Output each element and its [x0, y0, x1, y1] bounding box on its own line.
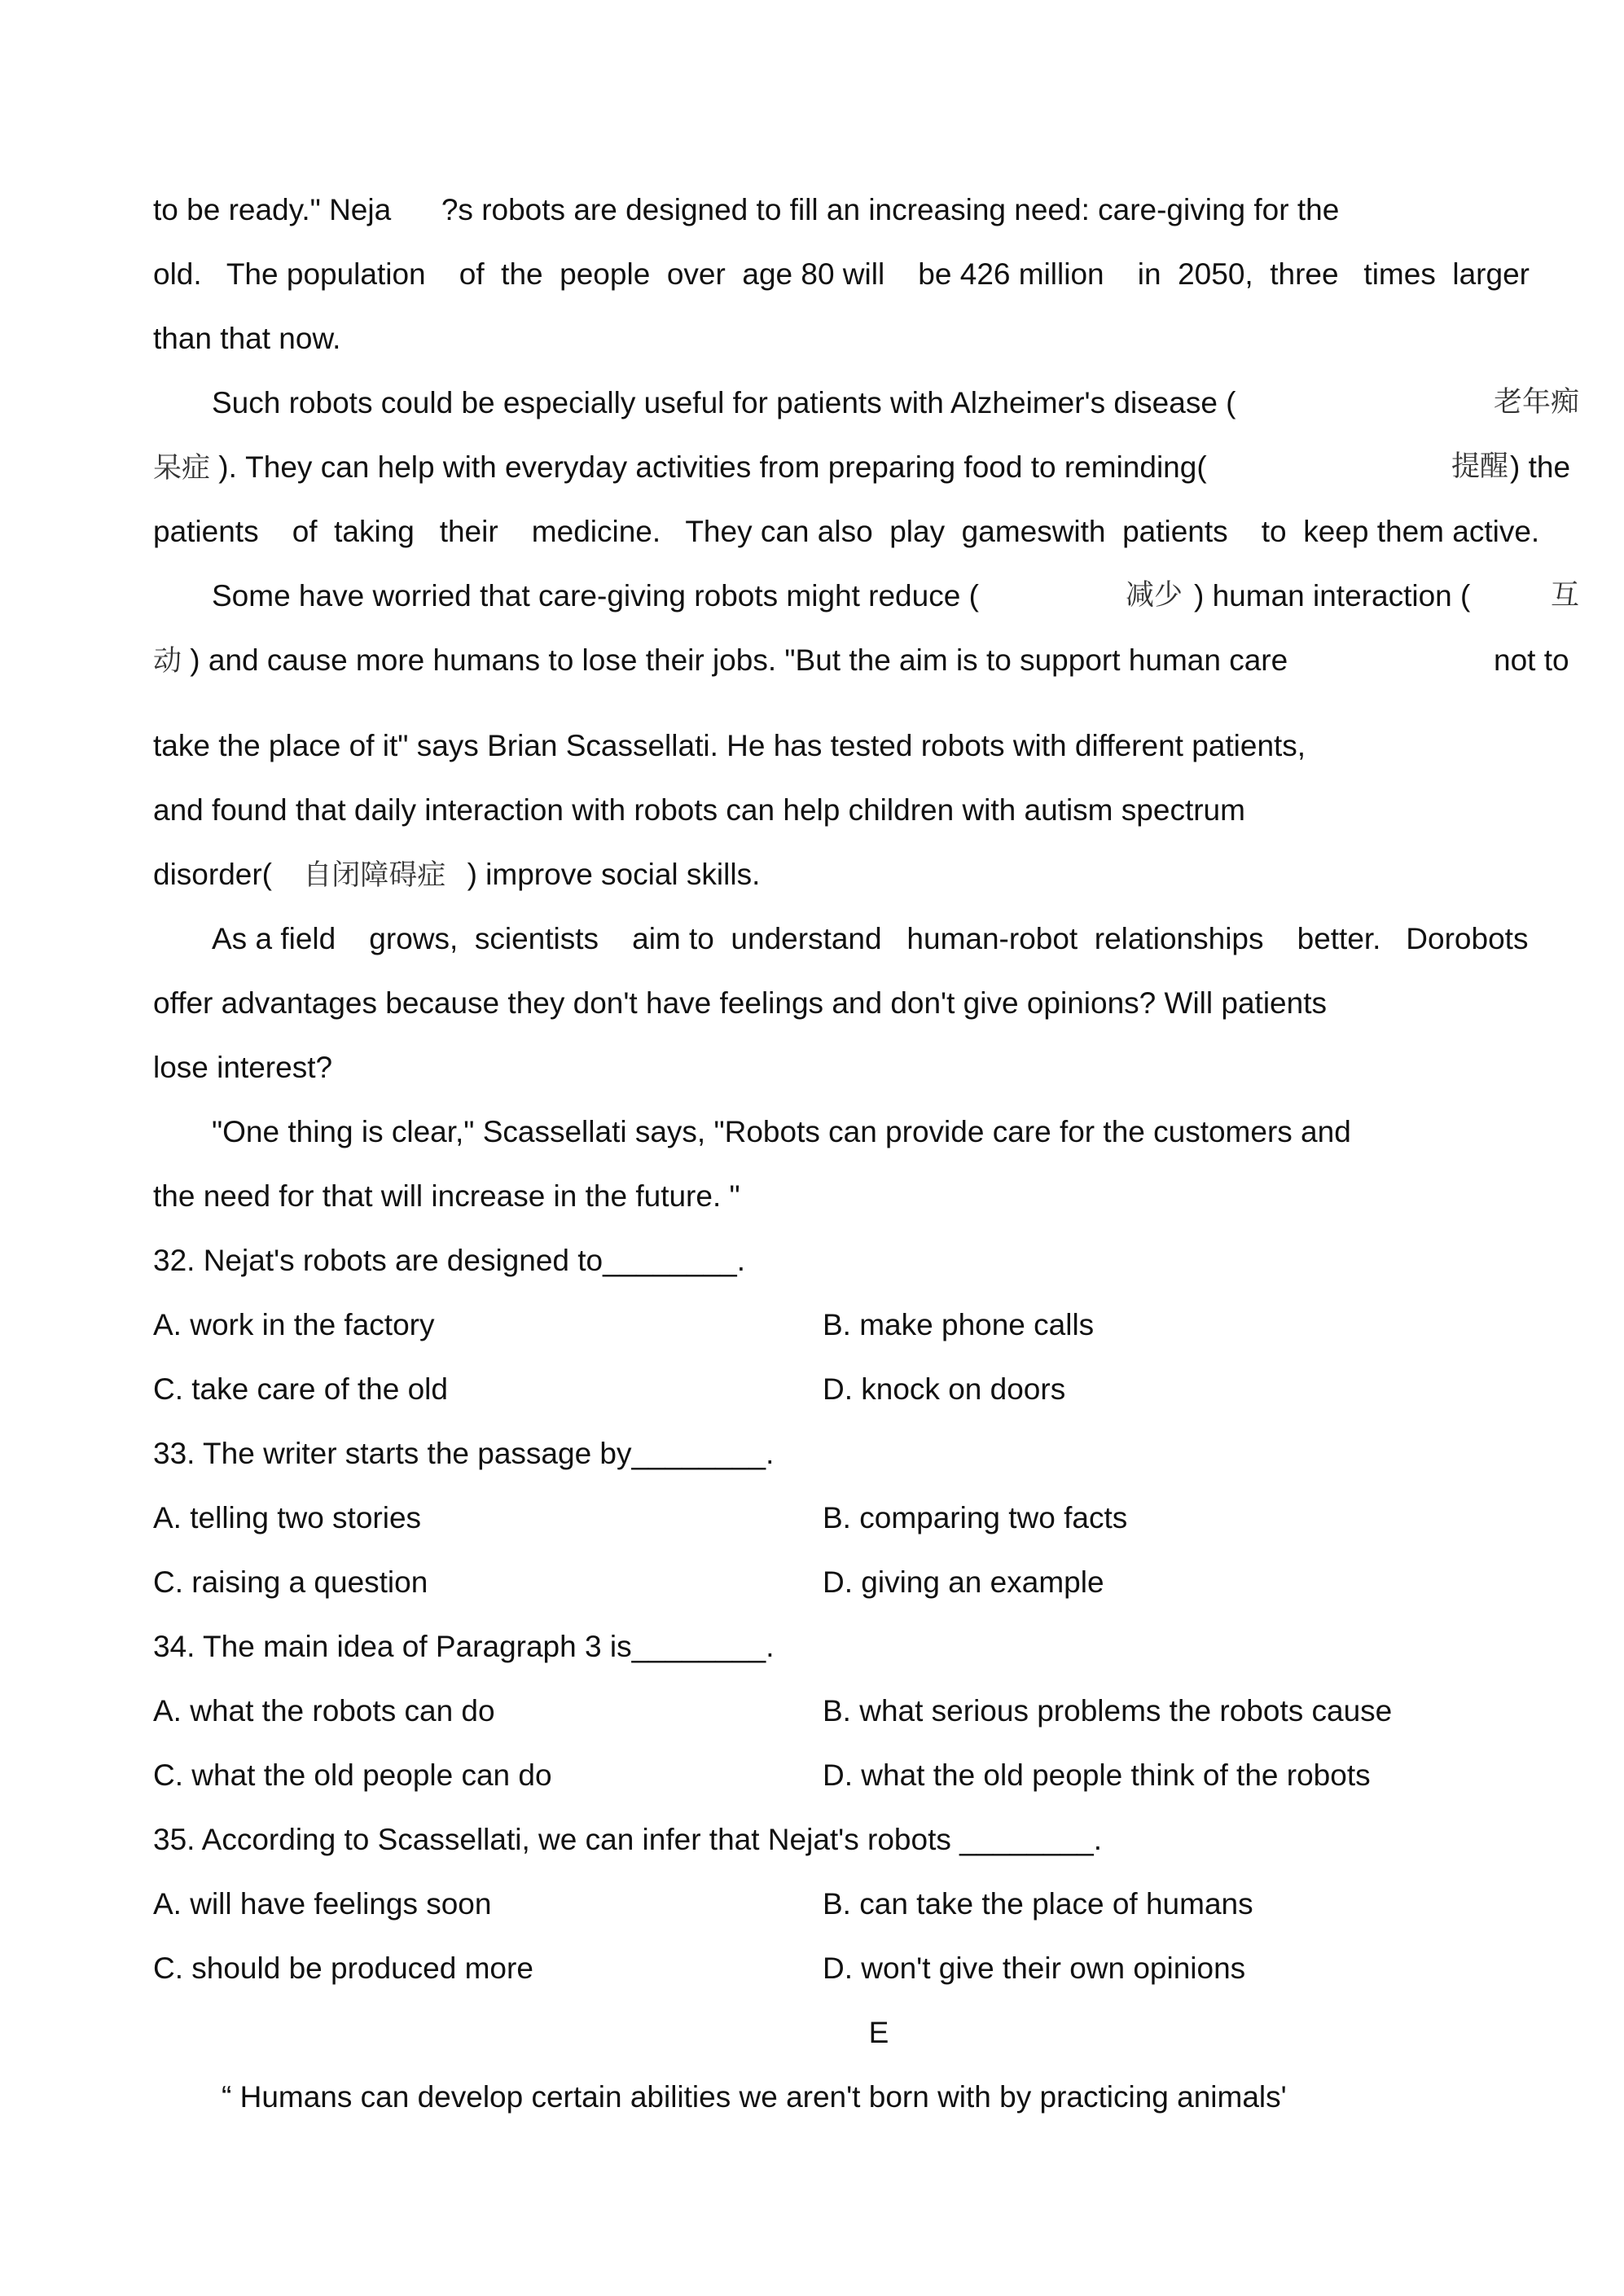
chinese-gloss: 老年痴	[1494, 386, 1580, 419]
question-stem: 35. According to Scassellati, we can infer that Nejat's robots ________.	[153, 1823, 1103, 1856]
chinese-gloss: 动	[153, 645, 182, 678]
passage-line: As a field grows, scientists aim to understand human-robot relationships better. Dorobots	[212, 922, 1529, 955]
passage-text: not to	[1494, 643, 1569, 677]
option-a: A. what the robots can do	[153, 1694, 495, 1727]
passage-line: "One thing is clear," Scassellati says, "Robots can provide care for the customers and	[212, 1115, 1351, 1148]
passage-line	[153, 435, 1595, 499]
passage-text: ) improve social skills.	[467, 858, 761, 891]
passage-text: ) and cause more humans to lose their jobs. "But the aim is to support human care	[190, 643, 1288, 677]
option-row	[153, 1550, 1595, 1614]
passage-line: take the place of it" says Brian Scassellati. He has tested robots with different patients,	[153, 729, 1306, 762]
option-d: D. giving an example	[823, 1565, 1104, 1599]
chinese-gloss: 自闭障碍症	[303, 859, 446, 892]
option-a: A. work in the factory	[153, 1308, 435, 1341]
passage-text: Such robots could be especially useful for patients with Alzheimer's disease (	[212, 386, 1236, 419]
chinese-gloss: 呆症	[153, 452, 211, 485]
passage-text: ). They can help with everyday activities from preparing food to reminding(	[218, 450, 1207, 484]
option-row	[153, 1357, 1595, 1421]
option-row	[153, 1743, 1595, 1807]
option-d: D. won't give their own opinions	[823, 1951, 1246, 1985]
option-b: B. can take the place of humans	[823, 1887, 1253, 1921]
question-stem: 33. The writer starts the passage by________.	[153, 1437, 775, 1470]
passage-text: Some have worried that care-giving robots might reduce (	[212, 579, 979, 612]
option-c: C. raising a question	[153, 1565, 428, 1599]
option-c: C. should be produced more	[153, 1951, 533, 1985]
option-b: B. what serious problems the robots cause	[823, 1694, 1393, 1727]
question-stem: 34. The main idea of Paragraph 3 is________.	[153, 1630, 775, 1663]
chinese-gloss: 互	[1551, 579, 1580, 612]
passage-line: to be ready." Neja ?s robots are designed to fill an increasing need: care-giving for the	[153, 193, 1340, 226]
passage-line: than that now.	[153, 322, 341, 355]
passage-line	[153, 842, 1595, 907]
option-row	[153, 1936, 1595, 2000]
option-b: B. comparing two facts	[823, 1501, 1128, 1534]
passage-line	[153, 564, 1595, 628]
option-b: B. make phone calls	[823, 1308, 1095, 1341]
option-row	[153, 1872, 1595, 1936]
option-row	[153, 1293, 1595, 1357]
passage-text: disorder(	[153, 858, 272, 891]
option-c: C. take care of the old	[153, 1372, 448, 1406]
passage-line: old. The population of the people over age 80 will be 426 million in 2050, three times larger	[153, 257, 1530, 291]
passage-line: the need for that will increase in the future. "	[153, 1179, 740, 1213]
passage-text: ) the	[1510, 450, 1571, 484]
document-page	[153, 178, 1595, 2129]
question-stem: 32. Nejat's robots are designed to________.	[153, 1244, 746, 1277]
passage-line	[153, 371, 1595, 435]
option-d: D. knock on doors	[823, 1372, 1066, 1406]
section-heading: E	[868, 2016, 889, 2049]
passage-line	[153, 628, 1595, 692]
option-c: C. what the old people can do	[153, 1758, 552, 1792]
passage-line: “ Humans can develop certain abilities we aren't born with by practicing animals'	[222, 2080, 1287, 2114]
option-a: A. will have feelings soon	[153, 1887, 492, 1921]
option-d: D. what the old people think of the robots	[823, 1758, 1371, 1792]
option-a: A. telling two stories	[153, 1501, 422, 1534]
chinese-gloss: 提醒	[1451, 450, 1509, 483]
option-row	[153, 1486, 1595, 1550]
passage-line: lose interest?	[153, 1051, 333, 1084]
passage-line: and found that daily interaction with robots can help children with autism spectrum	[153, 793, 1245, 827]
chinese-gloss: 减少	[1126, 579, 1183, 612]
passage-text: ) human interaction (	[1194, 579, 1471, 612]
passage-line: patients of taking their medicine. They can also play gameswith patients to keep them active.	[153, 515, 1540, 548]
passage-line: offer advantages because they don't have feelings and don't give opinions? Will patients	[153, 986, 1327, 1020]
option-row	[153, 1679, 1595, 1743]
